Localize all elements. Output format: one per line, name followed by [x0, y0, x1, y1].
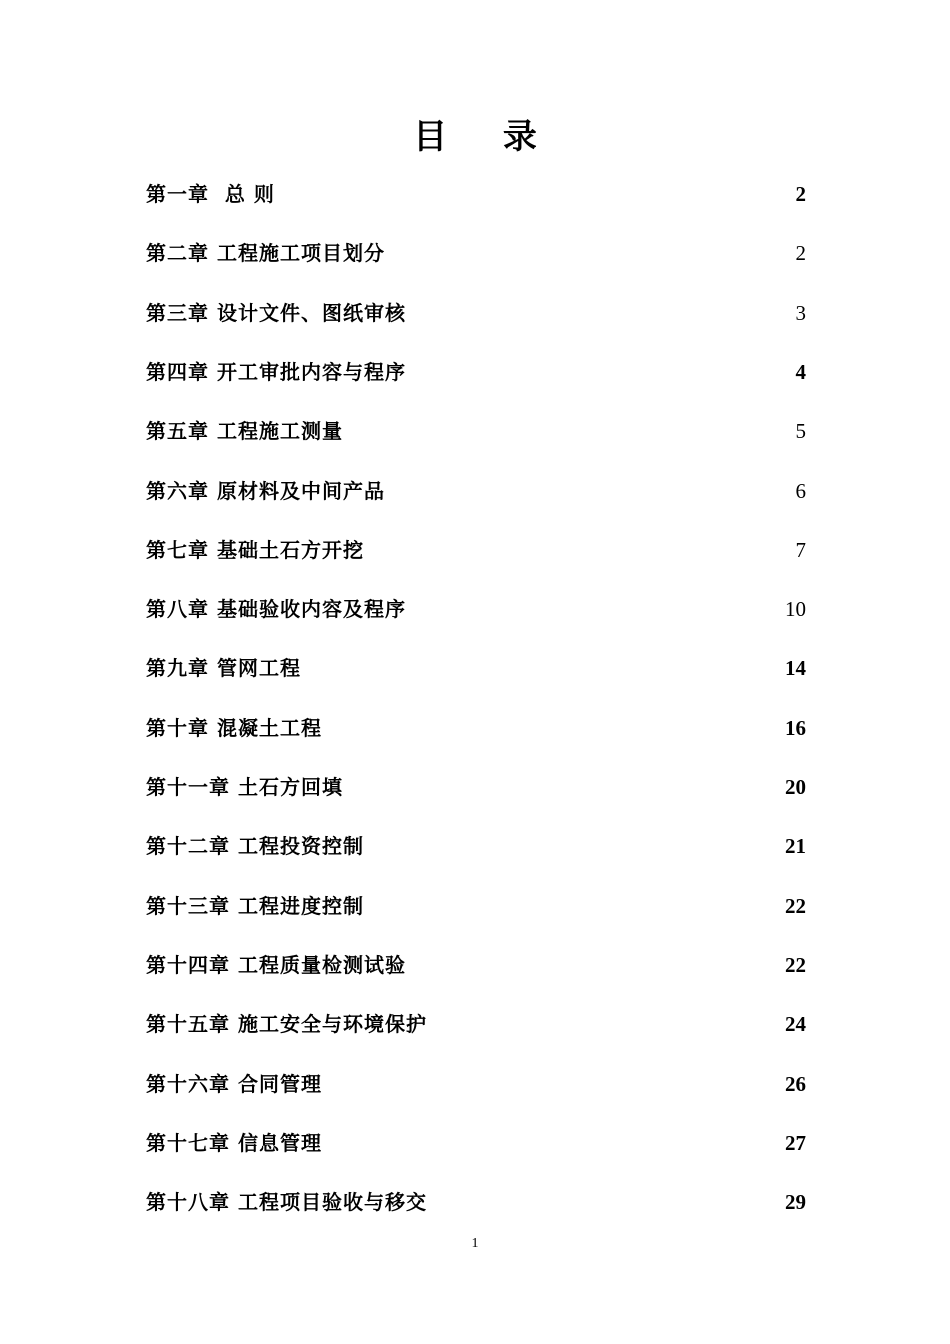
toc-entry-label: 第十五章 施工安全与环境保护 — [146, 1012, 427, 1037]
toc-entry[interactable] — [146, 886, 806, 926]
toc-entry[interactable] — [146, 530, 806, 570]
toc-entry[interactable] — [146, 1182, 806, 1222]
toc-entry-label: 第六章 原材料及中间产品 — [146, 478, 385, 503]
toc-entry[interactable] — [146, 293, 806, 333]
toc-entry-label: 第十三章 工程进度控制 — [146, 893, 364, 918]
toc-entry-label: 第十七章 信息管理 — [146, 1130, 322, 1155]
toc-entry-label: 第十六章 合同管理 — [146, 1071, 322, 1096]
toc-entry-page: 6 — [795, 478, 806, 503]
toc-entry[interactable] — [146, 648, 806, 688]
toc-entry[interactable] — [146, 826, 806, 866]
toc-entry[interactable] — [146, 767, 806, 807]
toc-entry-page: 7 — [795, 537, 806, 562]
toc-entry-label: 第十一章 土石方回填 — [146, 775, 343, 799]
toc-entry-page: 3 — [795, 300, 806, 325]
toc-entry-page: 5 — [795, 419, 806, 444]
toc-entry[interactable] — [146, 589, 806, 629]
toc-entry-page: 14 — [785, 656, 806, 681]
toc-entry-label: 第七章 基础土石方开挖 — [146, 537, 364, 562]
toc-entry-page: 10 — [785, 597, 806, 622]
toc-entry-label: 第八章 基础验收内容及程序 — [146, 597, 406, 622]
page-number: 1 — [471, 1236, 479, 1251]
toc-entry[interactable] — [146, 1004, 806, 1044]
toc-entry-label: 第十章 混凝土工程 — [146, 715, 322, 740]
toc-entry[interactable] — [146, 352, 806, 392]
toc-entry-page: 22 — [785, 952, 806, 977]
toc-entry-label: 第一章 总 则 — [146, 182, 275, 206]
toc-entry-page: 2 — [795, 182, 806, 206]
toc-entry-label: 第二章 工程施工项目划分 — [146, 241, 385, 266]
toc-entry-label: 第十二章 工程投资控制 — [146, 834, 364, 859]
toc-entry[interactable] — [146, 1064, 806, 1104]
toc-entry-page: 4 — [795, 359, 806, 384]
toc-entry[interactable] — [146, 945, 806, 985]
toc-entry[interactable] — [146, 708, 806, 748]
toc-title: 目 录 — [413, 117, 559, 157]
toc-entry[interactable] — [146, 174, 806, 214]
toc-entry-label: 第十八章 工程项目验收与移交 — [146, 1190, 427, 1215]
toc-entry[interactable] — [146, 1123, 806, 1163]
toc-entry-page: 29 — [785, 1190, 806, 1215]
toc-entry-page: 22 — [785, 893, 806, 918]
toc-entry-page: 20 — [785, 775, 806, 799]
toc-entry-label: 第四章 开工审批内容与程序 — [146, 359, 406, 384]
toc-entry-page: 2 — [795, 241, 806, 266]
toc-entry-page: 21 — [785, 834, 806, 859]
toc-entry-label: 第九章 管网工程 — [146, 656, 301, 681]
toc-entry-page: 16 — [785, 715, 806, 740]
toc-entry-page: 26 — [785, 1071, 806, 1096]
toc-entry-label: 第十四章 工程质量检测试验 — [146, 952, 406, 977]
toc-entry[interactable] — [146, 233, 806, 273]
toc-entry-label: 第五章 工程施工测量 — [146, 419, 343, 444]
toc-entry-label: 第三章 设计文件、图纸审核 — [146, 300, 406, 325]
toc-entry-page: 24 — [785, 1012, 806, 1037]
toc-entry[interactable] — [146, 411, 806, 451]
toc-entry-page: 27 — [785, 1130, 806, 1155]
toc-entry[interactable] — [146, 471, 806, 511]
